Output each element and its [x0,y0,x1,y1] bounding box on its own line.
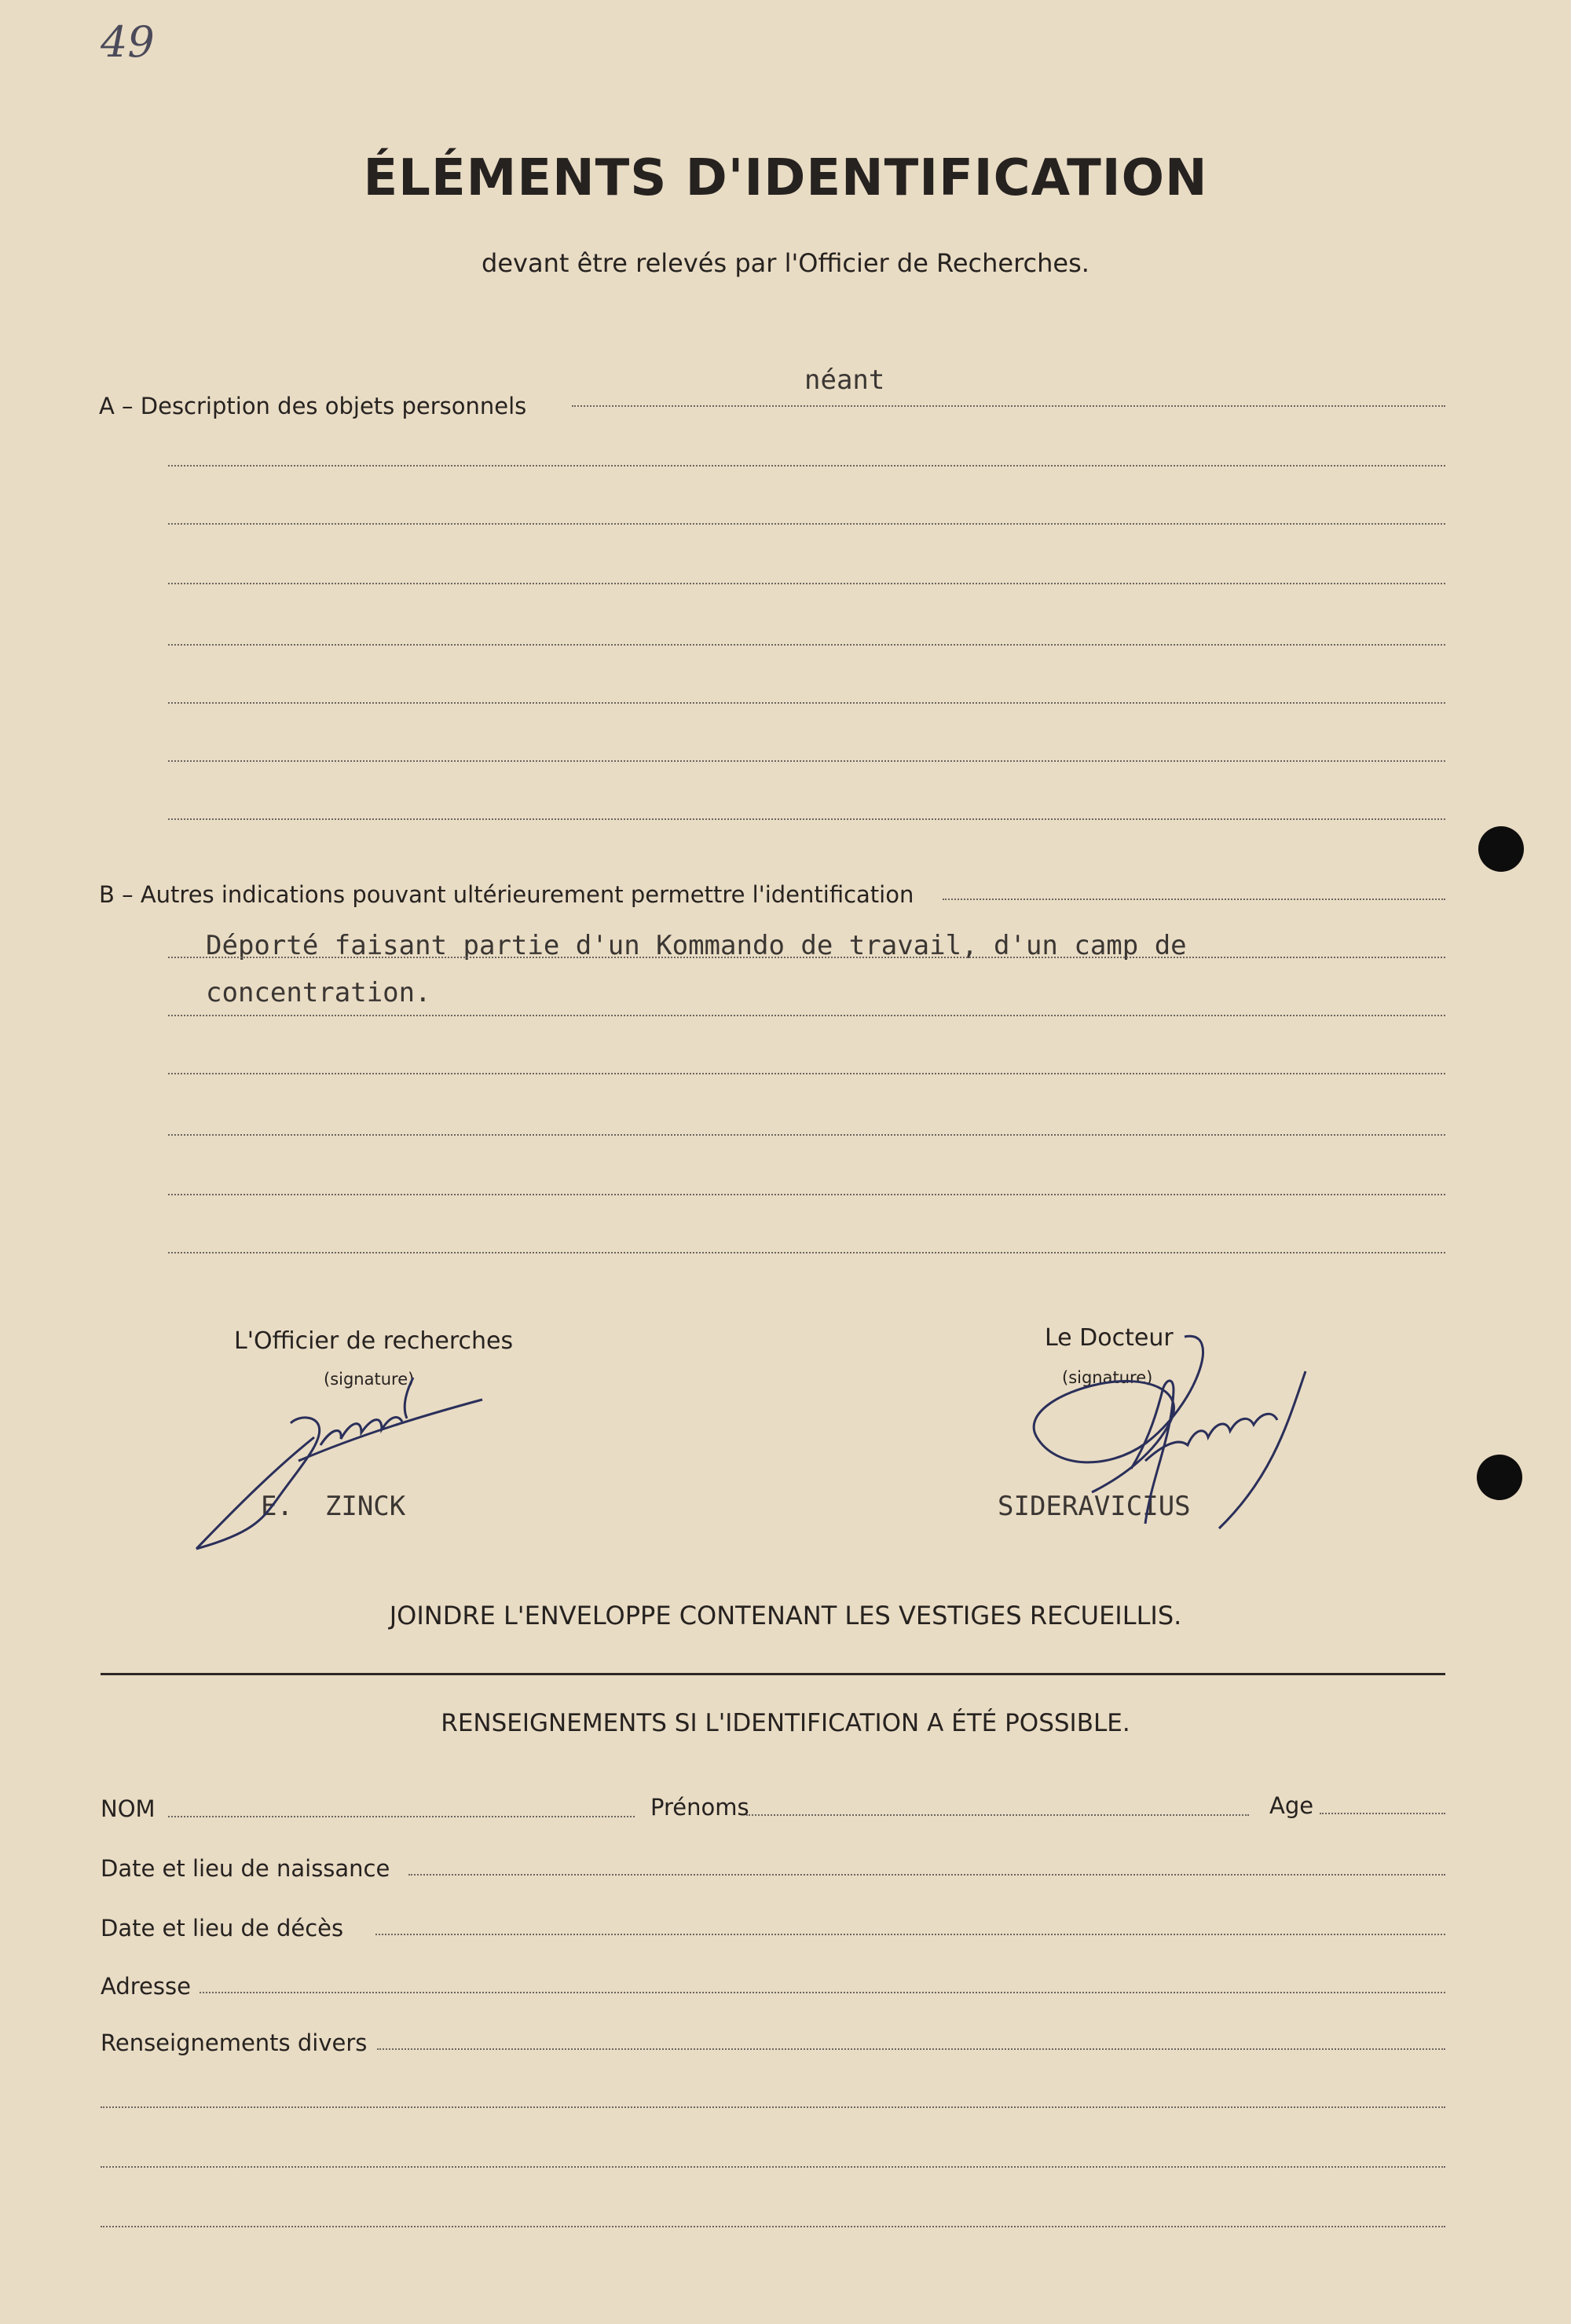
dotted-line [746,1814,1249,1816]
officer-signature [181,1351,511,1555]
page-title: ÉLÉMENTS D'IDENTIFICATION [363,149,1208,207]
officer-signature-label: (signature) [324,1370,415,1389]
dotted-line [101,2226,1445,2227]
dotted-line [572,405,1445,407]
dotted-line [168,957,1445,958]
envelope-note: JOINDRE L'ENVELOPPE CONTENANT LES VESTIGES RECUEILLIS. [389,1601,1182,1630]
info-section-title: RENSEIGNEMENTS SI L'IDENTIFICATION A ÉTÉ POSSIBLE. [441,1709,1130,1737]
dotted-line [168,1134,1445,1136]
dotted-line [168,1252,1445,1253]
dotted-line [168,644,1445,646]
dotted-line [168,1073,1445,1074]
dotted-line [377,2048,1445,2050]
dotted-line [200,1992,1445,1993]
dotted-line [101,2166,1445,2168]
dotted-line [168,1015,1445,1016]
punch-hole [1477,1455,1522,1500]
doctor-signature-label: (signature) [1062,1368,1153,1387]
prenoms-label: Prénoms [650,1794,749,1821]
dotted-line [408,1874,1445,1876]
dotted-line [168,760,1445,762]
dotted-line [168,465,1445,467]
nom-label: NOM [101,1795,156,1822]
section-divider [101,1673,1445,1675]
dotted-line [168,1816,635,1817]
dotted-line [1320,1813,1445,1814]
adresse-label: Adresse [101,1973,191,2000]
dotted-line [168,583,1445,584]
dotted-line [943,898,1445,900]
deces-label: Date et lieu de décès [101,1915,344,1942]
page-number: 49 [101,17,155,67]
section-a-value: néant [804,364,885,396]
page-subtitle: devant être relevés par l'Officier de Recherches. [482,248,1089,278]
dotted-line [168,523,1445,525]
divers-label: Renseignements divers [101,2029,368,2056]
section-b-line-2: concentration. [206,977,431,1008]
dotted-line [168,818,1445,820]
dotted-line [375,1934,1445,1935]
naissance-label: Date et lieu de naissance [101,1855,390,1882]
punch-hole [1478,826,1524,872]
doctor-signature [1013,1327,1320,1547]
section-a-label: A – Description des objets personnels [99,393,527,419]
section-b-label: B – Autres indications pouvant ultérieurement permettre l'identification [99,881,914,908]
doctor-role: Le Docteur [1045,1324,1174,1352]
officer-name: E. ZINCK [261,1491,406,1522]
dotted-line [168,702,1445,704]
officer-role: L'Officier de recherches [234,1327,514,1355]
doctor-name: SIDERAVICIUS [998,1491,1191,1522]
age-label: Age [1269,1792,1314,1819]
dotted-line [168,1194,1445,1195]
dotted-line [101,2106,1445,2108]
section-b-line-1: Déporté faisant partie d'un Kommando de travail, d'un camp de [206,930,1187,961]
